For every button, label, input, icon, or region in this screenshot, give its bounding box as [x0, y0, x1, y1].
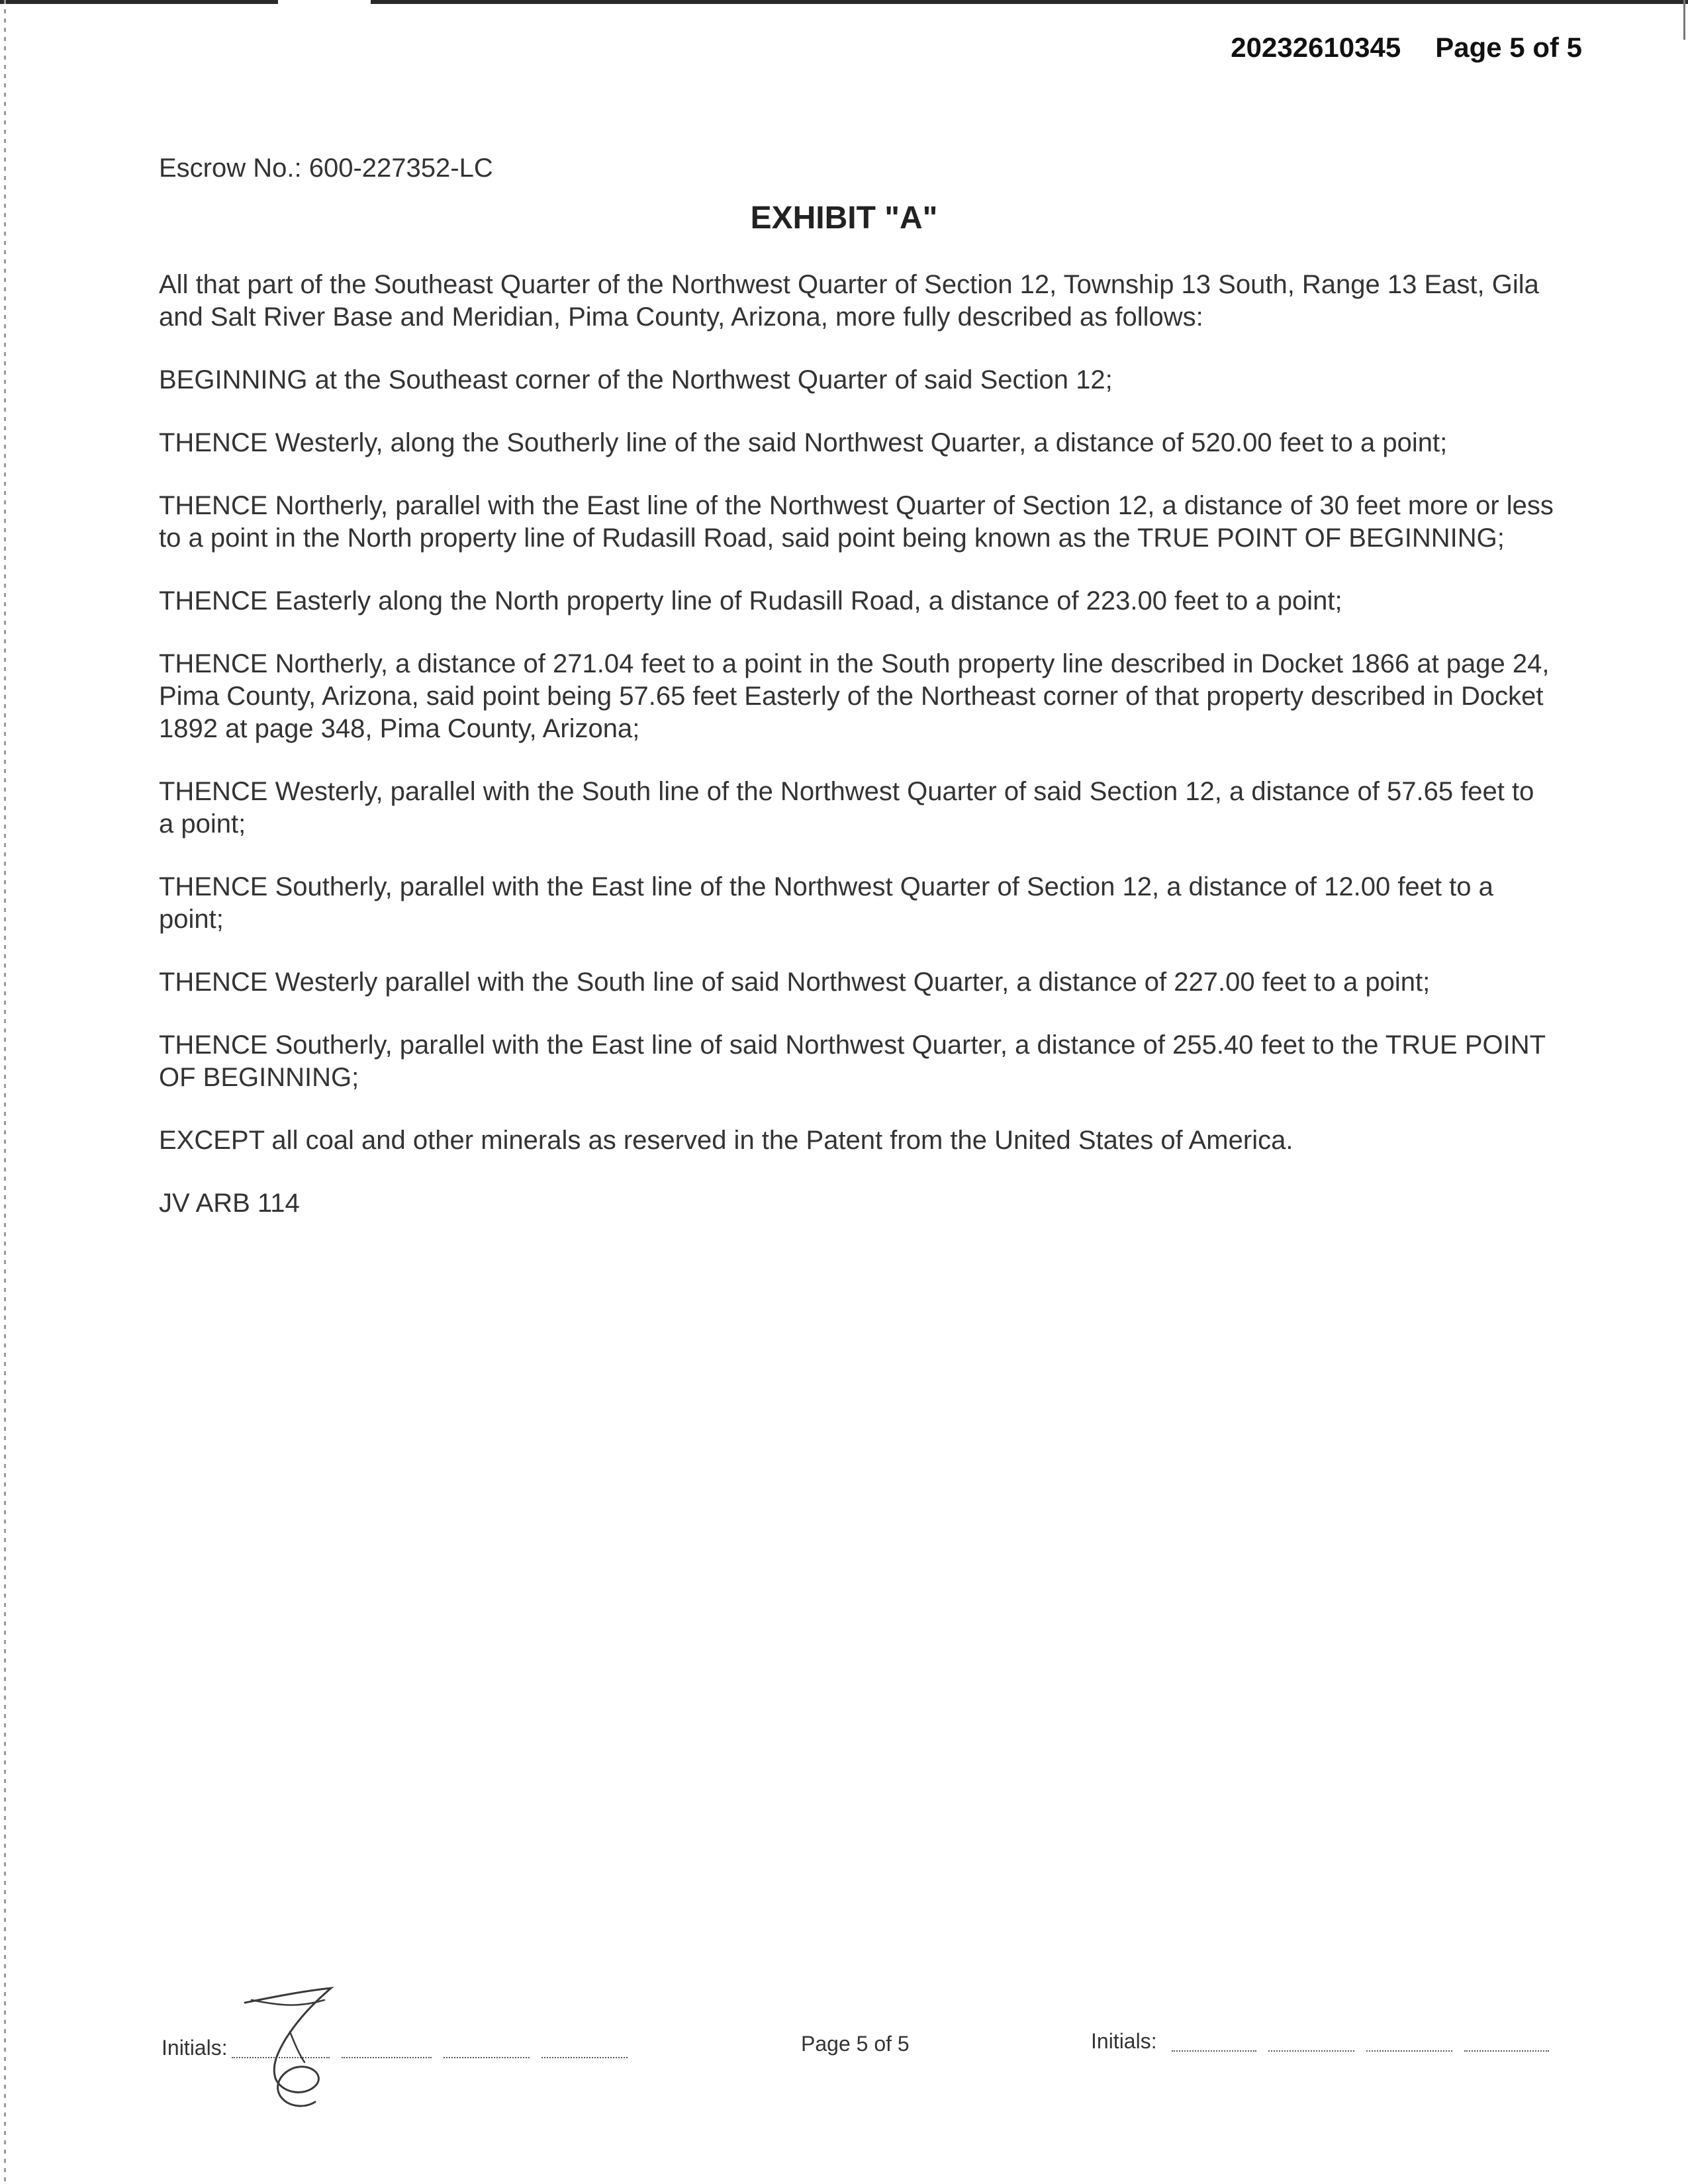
paragraph-course-5: THENCE Westerly, parallel with the South line of the Northwest Quarter of said Section 12, a distance of 57.65 feet to a point; [159, 777, 1534, 839]
exhibit-title: EXHIBIT "A" [750, 201, 938, 236]
paragraph-reference: JV ARB 114 [159, 1189, 300, 1218]
paragraph-course-8: THENCE Southerly, parallel with the East line of said Northwest Quarter, a distance of 255.40 feet to the TRUE POINT OF BEGINNING; [159, 1030, 1546, 1092]
right-scan-edge [1683, 0, 1685, 40]
initials-right-label: Initials: [1091, 2029, 1157, 2053]
document-number: 20232610345 [1231, 32, 1401, 63]
paragraph-course-1: THENCE Westerly, along the Southerly line of the said Northwest Quarter, a distance of 520.00 feet to a point; [159, 428, 1448, 457]
paragraph-intro: All that part of the Southeast Quarter of the Northwest Quarter of Section 12, Township 13 South, Range 13 East, Gila and Salt River Base and Meridian, Pima County, Arizona, more fully described as follows: [159, 270, 1539, 332]
handwritten-initials-signature [232, 1985, 351, 2111]
initials-right-line-1 [1172, 2050, 1256, 2052]
paragraph-exception: EXCEPT all coal and other minerals as reserved in the Patent from the United States of America. [159, 1126, 1293, 1155]
top-scan-edge-gap [278, 0, 371, 4]
top-scan-edge [0, 0, 1688, 4]
left-scan-edge [4, 0, 6, 2184]
recording-header [1231, 32, 1582, 64]
header-page-label: Page 5 of 5 [1435, 32, 1582, 63]
initials-right-line-4 [1464, 2050, 1549, 2052]
initials-left-line-3 [444, 2057, 530, 2058]
paragraph-beginning: BEGINNING at the Southeast corner of the Northwest Quarter of said Section 12; [159, 365, 1113, 394]
initials-left-line-4 [541, 2057, 628, 2058]
paragraph-course-6: THENCE Southerly, parallel with the East line of the Northwest Quarter of Section 12, a distance of 12.00 feet to a point; [159, 872, 1493, 934]
initials-left-label: Initials: [162, 2036, 228, 2060]
legal-description [159, 269, 1556, 1250]
initials-right-line-2 [1268, 2050, 1354, 2052]
escrow-number: Escrow No.: 600-227352-LC [159, 154, 493, 183]
initials-left-line-2 [342, 2057, 432, 2058]
paragraph-course-3: THENCE Easterly along the North property line of Rudasill Road, a distance of 223.00 feet to a point; [159, 586, 1342, 615]
paragraph-course-2: THENCE Northerly, parallel with the East line of the Northwest Quarter of Section 12, a distance of 30 feet more or less to a point in the North property line of Rudasill Road, said point being known as the TRUE POINT OF BEGINNING; [159, 491, 1554, 553]
paragraph-course-7: THENCE Westerly parallel with the South line of said Northwest Quarter, a distance of 227.00 feet to a point; [159, 968, 1430, 997]
paragraph-course-4: THENCE Northerly, a distance of 271.04 feet to a point in the South property line described in Docket 1866 at page 24, Pima County, Arizona, said point being 57.65 feet Easterly of the Northeast corner of that property described in Docket 1892 at page 348, Pima County, Arizona; [159, 649, 1550, 743]
footer-page-number: Page 5 of 5 [801, 2032, 910, 2056]
initials-right-line-3 [1366, 2050, 1452, 2052]
